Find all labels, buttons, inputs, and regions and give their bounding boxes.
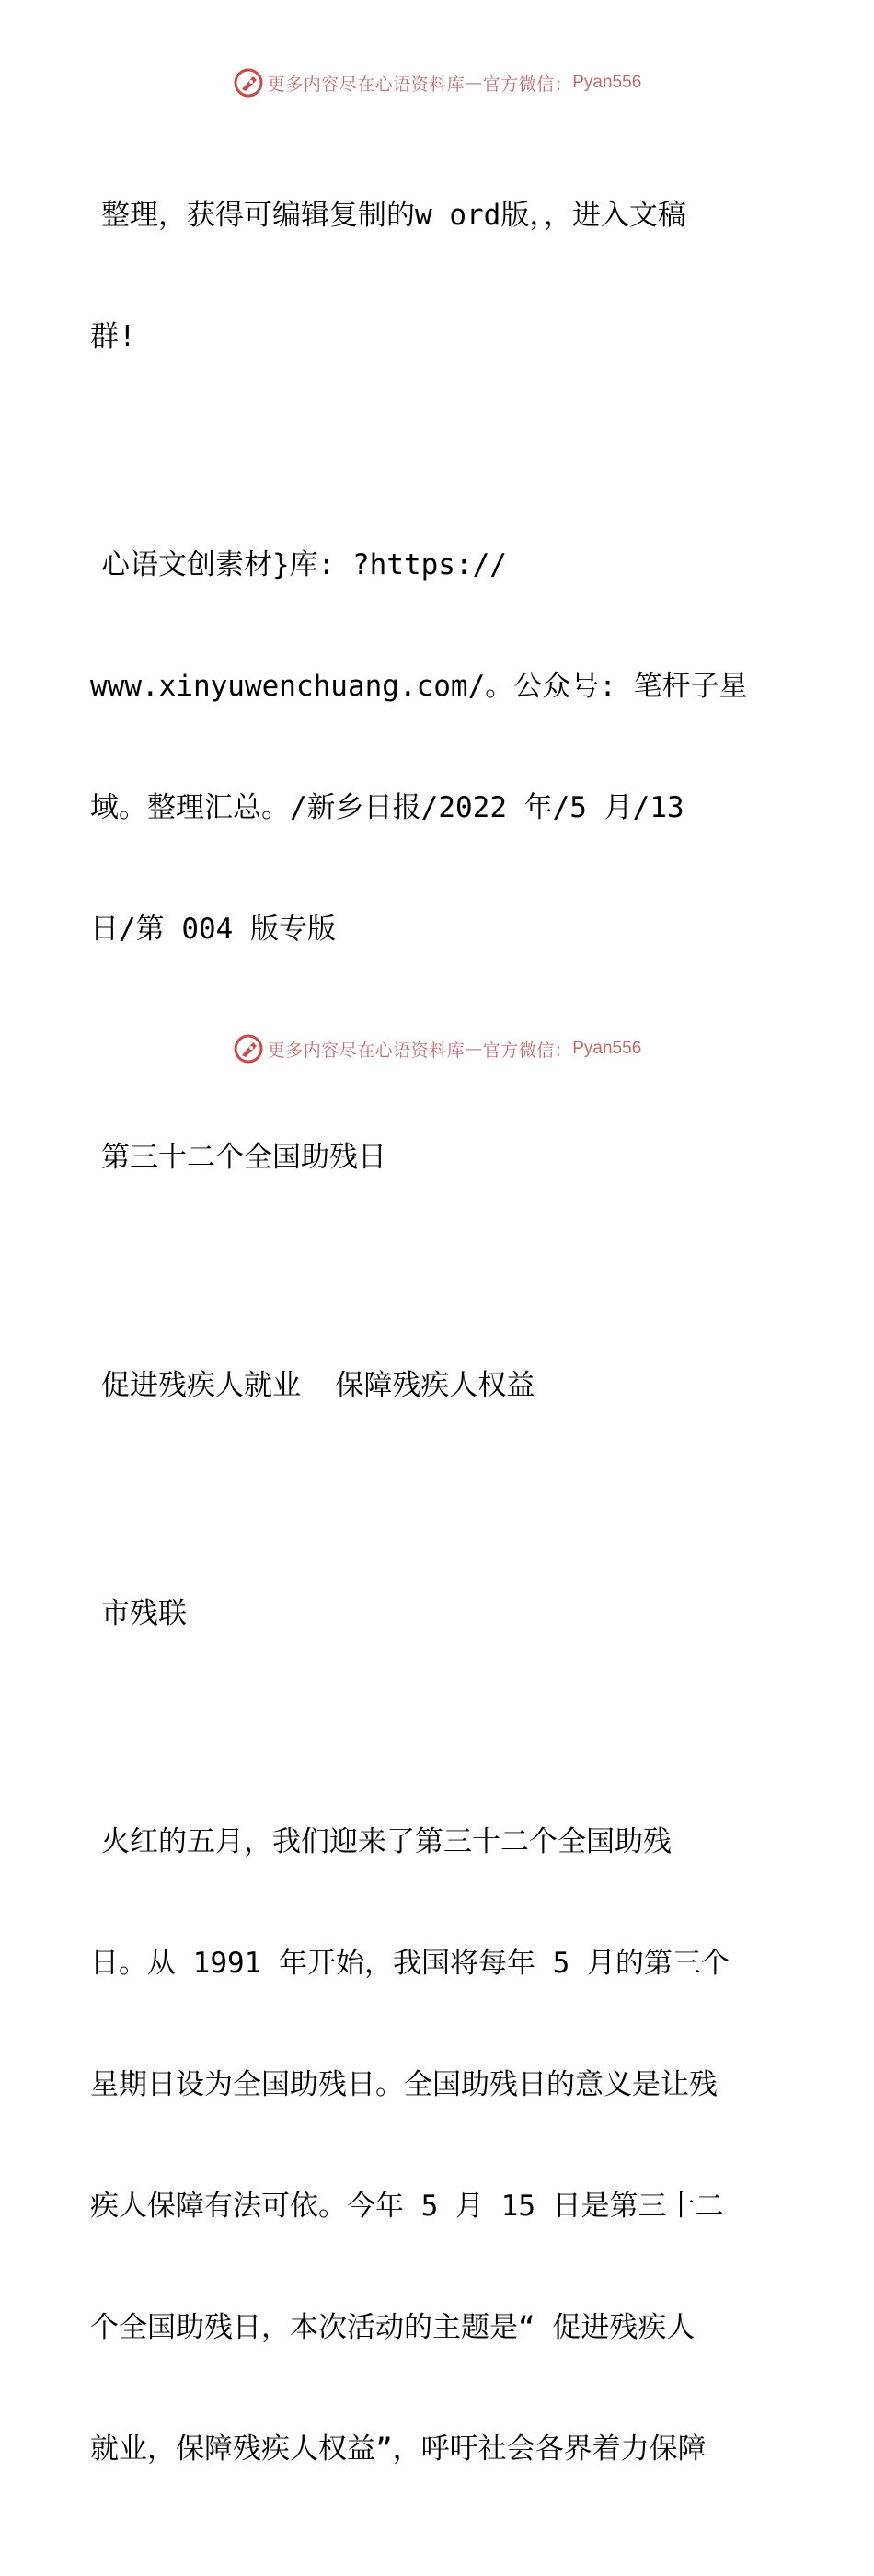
watermark-id: Pyan556 <box>572 1039 642 1058</box>
paragraph-heading <box>90 1056 789 1259</box>
text-line: 市残联 <box>101 1597 187 1630</box>
text-line: 群! <box>90 320 136 353</box>
watermark-id: Pyan556 <box>572 73 642 92</box>
text-line: 整理，获得可编辑复制的w ord版，，进入文稿 <box>101 199 686 232</box>
watermark-separator: — <box>465 1039 483 1059</box>
text-line: 星期日设为全国助残日。全国助残日的意义是让残 <box>90 2068 718 2101</box>
document-body <box>90 114 789 2576</box>
paragraph-body <box>90 1741 789 2550</box>
watermark-text: 更多内容尽在心语资料库 <box>267 74 466 95</box>
paragraph-author <box>90 1512 789 1715</box>
text-line: 心语文创素材}库: ?https:// <box>101 548 507 581</box>
paragraph-subheading <box>90 1284 789 1487</box>
text-line: 第三十二个全国助残日 <box>101 1141 386 1174</box>
watermark-label: 官方微信： <box>482 74 573 95</box>
text-line: 个全国助残日，本次活动的主题是“ 促进残疾人 <box>90 2311 696 2344</box>
header-watermark <box>0 64 874 101</box>
text-line: 火红的五月，我们迎来了第三十二个全国助残 <box>101 1825 672 1858</box>
paragraph-source <box>90 464 789 1030</box>
text-line: 日/第 004 版专版 <box>90 913 336 946</box>
text-line: 日。从 1991 年开始，我国将每年 5 月的第三个 <box>90 1947 730 1980</box>
text-line: 域。整理汇总。/新乡日报/2022 年/5 月/13 <box>90 791 684 824</box>
text-line: 就业，保障残疾人权益”，呼吁社会各界着力保障 <box>90 2432 707 2466</box>
watermark-label: 官方微信： <box>482 1040 573 1061</box>
paragraph-intro <box>90 114 789 438</box>
pen-nib-logo-icon <box>233 1033 264 1064</box>
text-line: www.xinyuwenchuang.com/。公众号: 笔杆子星 <box>90 670 748 703</box>
watermark-separator: — <box>465 73 483 93</box>
pen-nib-logo-icon <box>233 67 264 98</box>
footer-watermark <box>0 1030 874 1067</box>
text-line: 疾人保障有法可依。今年 5 月 15 日是第三十二 <box>90 2190 724 2223</box>
text-line: 促进残疾人就业 保障残疾人权益 <box>101 1369 535 1402</box>
watermark-text: 更多内容尽在心语资料库 <box>267 1040 466 1061</box>
